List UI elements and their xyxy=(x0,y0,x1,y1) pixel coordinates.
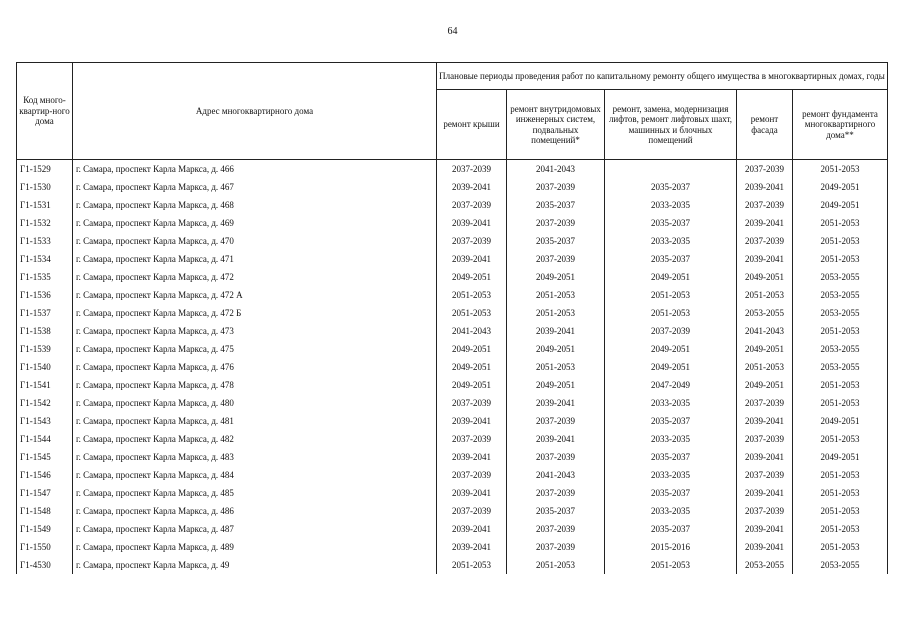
cell-foundation: 2051-2053 xyxy=(793,502,888,520)
cell-address: г. Самара, проспект Карла Маркса, д. 487 xyxy=(73,520,437,538)
cell-facade: 2039-2041 xyxy=(737,214,793,232)
table-row xyxy=(17,268,888,286)
cell-roof: 2039-2041 xyxy=(437,214,507,232)
cell-foundation: 2049-2051 xyxy=(793,412,888,430)
cell-code: Г1-1539 xyxy=(17,340,73,358)
cell-lifts: 2035-2037 xyxy=(605,178,737,196)
cell-foundation: 2049-2051 xyxy=(793,178,888,196)
cell-code: Г1-1545 xyxy=(17,448,73,466)
cell-facade: 2037-2039 xyxy=(737,502,793,520)
cell-address: г. Самара, проспект Карла Маркса, д. 473 xyxy=(73,322,437,340)
cell-lifts: 2035-2037 xyxy=(605,448,737,466)
cell-foundation: 2053-2055 xyxy=(793,358,888,376)
cell-code: Г1-1536 xyxy=(17,286,73,304)
cell-systems: 2037-2039 xyxy=(507,178,605,196)
cell-lifts: 2035-2037 xyxy=(605,250,737,268)
header-facade: ремонт фасада xyxy=(737,90,793,160)
cell-foundation: 2051-2053 xyxy=(793,214,888,232)
cell-systems: 2049-2051 xyxy=(507,340,605,358)
cell-roof: 2037-2039 xyxy=(437,160,507,179)
cell-facade: 2051-2053 xyxy=(737,358,793,376)
cell-foundation: 2051-2053 xyxy=(793,538,888,556)
cell-systems: 2037-2039 xyxy=(507,412,605,430)
cell-code: Г1-1532 xyxy=(17,214,73,232)
table-row xyxy=(17,430,888,448)
cell-foundation: 2051-2053 xyxy=(793,466,888,484)
cell-foundation: 2051-2053 xyxy=(793,376,888,394)
cell-address: г. Самара, проспект Карла Маркса, д. 478 xyxy=(73,376,437,394)
cell-facade: 2049-2051 xyxy=(737,376,793,394)
cell-code: Г1-1534 xyxy=(17,250,73,268)
table-row xyxy=(17,484,888,502)
cell-address: г. Самара, проспект Карла Маркса, д. 480 xyxy=(73,394,437,412)
table-row xyxy=(17,214,888,232)
cell-systems: 2035-2037 xyxy=(507,502,605,520)
cell-address: г. Самара, проспект Карла Маркса, д. 472 Б xyxy=(73,304,437,322)
cell-code: Г1-1529 xyxy=(17,160,73,179)
table-row xyxy=(17,322,888,340)
cell-address: г. Самара, проспект Карла Маркса, д. 489 xyxy=(73,538,437,556)
cell-facade: 2037-2039 xyxy=(737,160,793,179)
header-periods-group: Плановые периоды проведения работ по капитальному ремонту общего имущества в многоквартирных домах, годы xyxy=(437,63,888,90)
cell-facade: 2049-2051 xyxy=(737,340,793,358)
cell-address: г. Самара, проспект Карла Маркса, д. 485 xyxy=(73,484,437,502)
cell-lifts: 2049-2051 xyxy=(605,358,737,376)
table-row xyxy=(17,340,888,358)
cell-code: Г1-1544 xyxy=(17,430,73,448)
cell-roof: 2039-2041 xyxy=(437,412,507,430)
cell-code: Г1-1531 xyxy=(17,196,73,214)
cell-lifts: 2033-2035 xyxy=(605,466,737,484)
cell-address: г. Самара, проспект Карла Маркса, д. 472 А xyxy=(73,286,437,304)
cell-address: г. Самара, проспект Карла Маркса, д. 470 xyxy=(73,232,437,250)
cell-code: Г1-1547 xyxy=(17,484,73,502)
cell-systems: 2041-2043 xyxy=(507,160,605,179)
cell-systems: 2035-2037 xyxy=(507,196,605,214)
cell-facade: 2037-2039 xyxy=(737,232,793,250)
cell-systems: 2039-2041 xyxy=(507,430,605,448)
cell-facade: 2039-2041 xyxy=(737,538,793,556)
cell-systems: 2051-2053 xyxy=(507,286,605,304)
cell-foundation: 2051-2053 xyxy=(793,430,888,448)
cell-lifts: 2015-2016 xyxy=(605,538,737,556)
cell-roof: 2049-2051 xyxy=(437,358,507,376)
header-address: Адрес многоквартирного дома xyxy=(73,63,437,160)
cell-foundation: 2049-2051 xyxy=(793,196,888,214)
table-row xyxy=(17,196,888,214)
cell-code: Г1-1541 xyxy=(17,376,73,394)
cell-lifts: 2051-2053 xyxy=(605,286,737,304)
cell-facade: 2039-2041 xyxy=(737,250,793,268)
cell-lifts: 2035-2037 xyxy=(605,484,737,502)
cell-systems: 2051-2053 xyxy=(507,358,605,376)
cell-code: Г1-1537 xyxy=(17,304,73,322)
cell-systems: 2037-2039 xyxy=(507,250,605,268)
cell-foundation: 2049-2051 xyxy=(793,448,888,466)
cell-systems: 2039-2041 xyxy=(507,322,605,340)
table-row xyxy=(17,376,888,394)
cell-foundation: 2051-2053 xyxy=(793,520,888,538)
cell-roof: 2051-2053 xyxy=(437,286,507,304)
cell-facade: 2039-2041 xyxy=(737,448,793,466)
table-row xyxy=(17,502,888,520)
cell-roof: 2037-2039 xyxy=(437,430,507,448)
cell-lifts xyxy=(605,160,737,179)
table-row xyxy=(17,232,888,250)
table-row xyxy=(17,286,888,304)
cell-address: г. Самара, проспект Карла Маркса, д. 467 xyxy=(73,178,437,196)
cell-address: г. Самара, проспект Карла Маркса, д. 472 xyxy=(73,268,437,286)
cell-lifts: 2049-2051 xyxy=(605,268,737,286)
cell-lifts: 2035-2037 xyxy=(605,214,737,232)
cell-code: Г1-1548 xyxy=(17,502,73,520)
cell-facade: 2049-2051 xyxy=(737,268,793,286)
header-foundation: ремонт фундамента многоквартирного дома** xyxy=(793,90,888,160)
cell-foundation: 2053-2055 xyxy=(793,340,888,358)
table-row xyxy=(17,466,888,484)
cell-facade: 2039-2041 xyxy=(737,520,793,538)
cell-roof: 2039-2041 xyxy=(437,178,507,196)
cell-code: Г1-1540 xyxy=(17,358,73,376)
cell-address: г. Самара, проспект Карла Маркса, д. 481 xyxy=(73,412,437,430)
capital-repair-table xyxy=(16,62,888,574)
cell-address: г. Самара, проспект Карла Маркса, д. 475 xyxy=(73,340,437,358)
header-lifts: ремонт, замена, модернизация лифтов, ремонт лифтовых шахт, машинных и блочных помещений xyxy=(605,90,737,160)
cell-systems: 2035-2037 xyxy=(507,232,605,250)
page-number: 64 xyxy=(447,26,458,37)
table-row xyxy=(17,250,888,268)
cell-facade: 2041-2043 xyxy=(737,322,793,340)
cell-roof: 2037-2039 xyxy=(437,196,507,214)
cell-code: Г1-1533 xyxy=(17,232,73,250)
cell-lifts: 2049-2051 xyxy=(605,340,737,358)
header-systems: ремонт внутридомовых инженерных систем, подвальных помещений* xyxy=(507,90,605,160)
cell-foundation: 2053-2055 xyxy=(793,304,888,322)
cell-roof: 2039-2041 xyxy=(437,448,507,466)
cell-address: г. Самара, проспект Карла Маркса, д. 476 xyxy=(73,358,437,376)
cell-systems: 2037-2039 xyxy=(507,214,605,232)
cell-address: г. Самара, проспект Карла Маркса, д. 483 xyxy=(73,448,437,466)
table-row xyxy=(17,448,888,466)
cell-roof: 2049-2051 xyxy=(437,376,507,394)
cell-foundation: 2051-2053 xyxy=(793,322,888,340)
cell-foundation: 2051-2053 xyxy=(793,232,888,250)
cell-address: г. Самара, проспект Карла Маркса, д. 471 xyxy=(73,250,437,268)
table-body xyxy=(17,160,888,575)
cell-address: г. Самара, проспект Карла Маркса, д. 482 xyxy=(73,430,437,448)
table-row xyxy=(17,394,888,412)
cell-roof: 2037-2039 xyxy=(437,502,507,520)
cell-address: г. Самара, проспект Карла Маркса, д. 469 xyxy=(73,214,437,232)
cell-address: г. Самара, проспект Карла Маркса, д. 484 xyxy=(73,466,437,484)
cell-facade: 2039-2041 xyxy=(737,178,793,196)
cell-roof: 2049-2051 xyxy=(437,268,507,286)
cell-systems: 2051-2053 xyxy=(507,556,605,574)
table-row xyxy=(17,412,888,430)
table-row xyxy=(17,538,888,556)
cell-roof: 2049-2051 xyxy=(437,340,507,358)
cell-roof: 2051-2053 xyxy=(437,304,507,322)
cell-lifts: 2051-2053 xyxy=(605,304,737,322)
cell-lifts: 2037-2039 xyxy=(605,322,737,340)
table-row xyxy=(17,178,888,196)
cell-lifts: 2033-2035 xyxy=(605,196,737,214)
cell-roof: 2037-2039 xyxy=(437,466,507,484)
cell-facade: 2037-2039 xyxy=(737,394,793,412)
cell-lifts: 2035-2037 xyxy=(605,520,737,538)
cell-facade: 2053-2055 xyxy=(737,556,793,574)
cell-facade: 2037-2039 xyxy=(737,466,793,484)
cell-foundation: 2051-2053 xyxy=(793,160,888,179)
table-row xyxy=(17,304,888,322)
cell-systems: 2039-2041 xyxy=(507,394,605,412)
cell-code: Г1-1542 xyxy=(17,394,73,412)
cell-foundation: 2053-2055 xyxy=(793,268,888,286)
cell-code: Г1-1543 xyxy=(17,412,73,430)
cell-roof: 2051-2053 xyxy=(437,556,507,574)
cell-facade: 2053-2055 xyxy=(737,304,793,322)
table-row xyxy=(17,160,888,179)
cell-roof: 2039-2041 xyxy=(437,250,507,268)
cell-facade: 2051-2053 xyxy=(737,286,793,304)
table-row xyxy=(17,520,888,538)
cell-lifts: 2033-2035 xyxy=(605,502,737,520)
cell-systems: 2037-2039 xyxy=(507,520,605,538)
cell-code: Г1-1538 xyxy=(17,322,73,340)
cell-facade: 2037-2039 xyxy=(737,196,793,214)
cell-systems: 2051-2053 xyxy=(507,304,605,322)
table-header xyxy=(17,63,888,160)
cell-foundation: 2051-2053 xyxy=(793,394,888,412)
cell-foundation: 2051-2053 xyxy=(793,484,888,502)
cell-roof: 2039-2041 xyxy=(437,520,507,538)
cell-systems: 2049-2051 xyxy=(507,376,605,394)
cell-systems: 2037-2039 xyxy=(507,448,605,466)
cell-code: Г1-1546 xyxy=(17,466,73,484)
cell-code: Г1-1530 xyxy=(17,178,73,196)
cell-lifts: 2033-2035 xyxy=(605,394,737,412)
cell-facade: 2037-2039 xyxy=(737,430,793,448)
cell-lifts: 2033-2035 xyxy=(605,232,737,250)
cell-roof: 2037-2039 xyxy=(437,394,507,412)
cell-systems: 2041-2043 xyxy=(507,466,605,484)
cell-facade: 2039-2041 xyxy=(737,484,793,502)
cell-code: Г1-1550 xyxy=(17,538,73,556)
table-row xyxy=(17,556,888,574)
cell-code: Г1-4530 xyxy=(17,556,73,574)
cell-lifts: 2035-2037 xyxy=(605,412,737,430)
cell-roof: 2039-2041 xyxy=(437,538,507,556)
cell-address: г. Самара, проспект Карла Маркса, д. 486 xyxy=(73,502,437,520)
cell-foundation: 2053-2055 xyxy=(793,556,888,574)
cell-code: Г1-1549 xyxy=(17,520,73,538)
cell-foundation: 2051-2053 xyxy=(793,250,888,268)
cell-roof: 2041-2043 xyxy=(437,322,507,340)
header-code: Код много-квартир-ного дома xyxy=(17,63,73,160)
cell-address: г. Самара, проспект Карла Маркса, д. 466 xyxy=(73,160,437,179)
cell-foundation: 2053-2055 xyxy=(793,286,888,304)
cell-address: г. Самара, проспект Карла Маркса, д. 49 xyxy=(73,556,437,574)
table-row xyxy=(17,358,888,376)
cell-systems: 2037-2039 xyxy=(507,484,605,502)
header-roof: ремонт крыши xyxy=(437,90,507,160)
cell-lifts: 2047-2049 xyxy=(605,376,737,394)
cell-lifts: 2033-2035 xyxy=(605,430,737,448)
cell-code: Г1-1535 xyxy=(17,268,73,286)
cell-address: г. Самара, проспект Карла Маркса, д. 468 xyxy=(73,196,437,214)
cell-roof: 2037-2039 xyxy=(437,232,507,250)
cell-systems: 2037-2039 xyxy=(507,538,605,556)
cell-roof: 2039-2041 xyxy=(437,484,507,502)
cell-lifts: 2051-2053 xyxy=(605,556,737,574)
cell-facade: 2039-2041 xyxy=(737,412,793,430)
cell-systems: 2049-2051 xyxy=(507,268,605,286)
